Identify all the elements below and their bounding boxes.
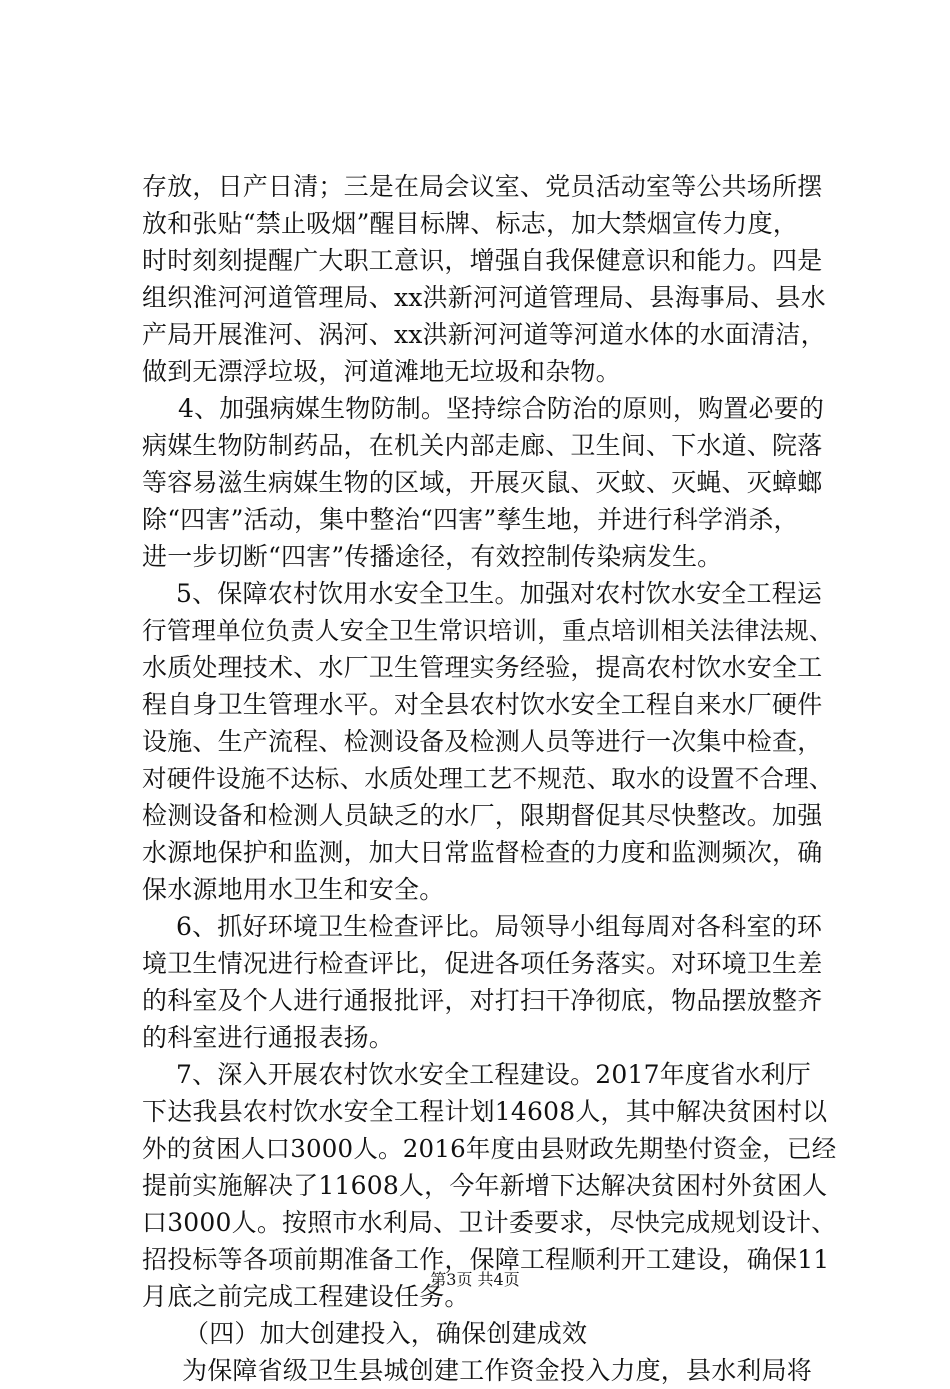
text-line: 做到无漂浮垃圾，河道滩地无垃圾和杂物。 xyxy=(142,357,621,386)
text-line: 招投标等各项前期准备工作，保障工程顺利开工建设，确保11 xyxy=(142,1245,830,1274)
paragraph-start-line: 为保障省级卫生县城创建工作资金投入力度，县水利局将 xyxy=(182,1356,813,1385)
text-line: 境卫生情况进行检查评比，促进各项任务落实。对环境卫生差 xyxy=(142,949,823,978)
page-footer xyxy=(0,1270,950,1290)
text-line: 程自身卫生管理水平。对全县农村饮水安全工程自来水厂硬件 xyxy=(142,690,823,719)
text-line: 时时刻刻提醒广大职工意识，增强自我保健意识和能力。四是 xyxy=(142,246,823,275)
text-line: 的科室进行通报表扬。 xyxy=(142,1023,395,1052)
text-line: 外的贫困人口3000人。2016年度由县财政先期垫付资金，已经 xyxy=(142,1134,837,1163)
paragraph-start-line: 5、保障农村饮用水安全卫生。加强对农村饮水安全工程运 xyxy=(176,579,823,608)
text-line: 口3000人。按照市水利局、卫计委要求，尽快完成规划设计、 xyxy=(142,1208,837,1237)
text-line: 水质处理技术、水厂卫生管理实务经验，提高农村饮水安全工 xyxy=(142,653,823,682)
text-line: 保水源地用水卫生和安全。 xyxy=(142,875,445,904)
text-line: 组织淮河河道管理局、xx洪新河河道管理局、县海事局、县水 xyxy=(142,283,826,312)
text-line: 产局开展淮河、涡河、xx洪新河河道等河道水体的水面清洁， xyxy=(142,320,826,349)
text-line: 提前实施解决了11608人，今年新增下达解决贫困村外贫困人 xyxy=(142,1171,828,1200)
paragraph-start-line: 4、加强病媒生物防制。坚持综合防治的原则，购置必要的 xyxy=(178,394,825,423)
text-line: 放和张贴“禁止吸烟”醒目标牌、标志，加大禁烟宣传力度， xyxy=(142,209,798,238)
text-line: 行管理单位负责人安全卫生常识培训，重点培训相关法律法规、 xyxy=(142,616,834,645)
text-line: 等容易滋生病媒生物的区域，开展灭鼠、灭蚊、灭蝇、灭蟑螂 xyxy=(142,468,823,497)
paragraph-start-line: 7、深入开展农村饮水安全工程建设。2017年度省水利厅 xyxy=(176,1060,811,1089)
paragraph-start-line: 6、抓好环境卫生检查评比。局领导小组每周对各科室的环 xyxy=(176,912,823,941)
text-line: 对硬件设施不达标、水质处理工艺不规范、取水的设置不合理、 xyxy=(142,764,834,793)
text-line: 除“四害”活动，集中整治“四害”孳生地，并进行科学消杀， xyxy=(142,505,799,534)
text-line: 检测设备和检测人员缺乏的水厂，限期督促其尽快整改。加强 xyxy=(142,801,823,830)
document-body xyxy=(142,168,837,1389)
text-line: 存放，日产日清；三是在局会议室、党员活动室等公共场所摆 xyxy=(142,172,823,201)
text-line: 的科室及个人进行通报批评，对打扫干净彻底，物品摆放整齐 xyxy=(142,986,823,1015)
text-line: 水源地保护和监测，加大日常监督检查的力度和监测频次，确 xyxy=(142,838,823,867)
section-heading: （四）加大创建投入，确保创建成效 xyxy=(184,1319,588,1348)
text-line: 病媒生物防制药品，在机关内部走廊、卫生间、下水道、院落 xyxy=(142,431,823,460)
text-line: 进一步切断“四害”传播途径，有效控制传染病发生。 xyxy=(142,542,723,571)
text-line: 设施、生产流程、检测设备及检测人员等进行一次集中检查， xyxy=(142,727,823,756)
text-line: 下达我县农村饮水安全工程计划14608人，其中解决贫困村以 xyxy=(142,1097,828,1126)
page-number-label: 第3页 共4页 xyxy=(430,1270,520,1289)
text-line: 月底之前完成工程建设任务。 xyxy=(142,1282,470,1311)
